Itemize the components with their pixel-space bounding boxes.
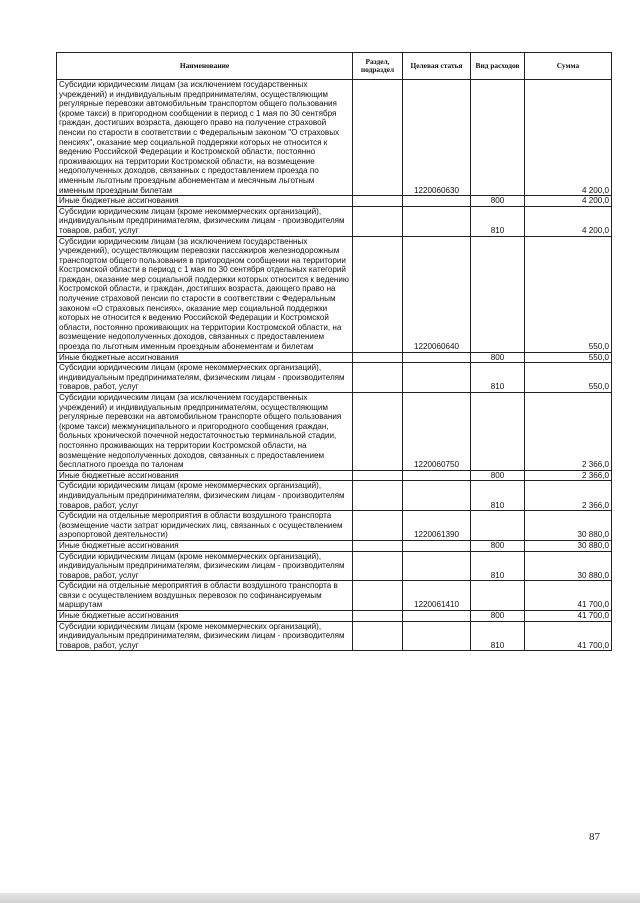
table-row (57, 206, 612, 236)
cell-section (353, 206, 403, 236)
table-row (57, 80, 612, 196)
table-row (57, 611, 612, 622)
header-name: Наименование (57, 53, 353, 80)
cell-name: Субсидии на отдельные мероприятия в области воздушного транспорта в связи с осуществлением воздушных перевозок по софинансируемым маршрутам (57, 581, 353, 611)
cell-name: Субсидии юридическим лицам (кроме некоммерческих организаций), индивидуальным предпринимателям, физическим лицам - производителям товаров, работ, услуг (57, 481, 353, 511)
table-header-row (57, 53, 612, 80)
table-row (57, 551, 612, 581)
cell-sum: 2 366,0 (525, 393, 612, 471)
cell-target (403, 621, 471, 651)
cell-section (353, 481, 403, 511)
cell-section (353, 611, 403, 622)
cell-name: Субсидии юридическим лицам (кроме некоммерческих организаций), индивидуальным предпринимателям, физическим лицам - производителям товаров, работ, услуг (57, 206, 353, 236)
cell-type (471, 80, 525, 196)
cell-sum: 4 200,0 (525, 196, 612, 207)
cell-section (353, 621, 403, 651)
cell-section (353, 363, 403, 393)
table-row (57, 393, 612, 471)
cell-name: Субсидии юридическим лицам (за исключением государственных учреждений) и индивидуальным предпринимателям, осуществляющим регулярные перевозки автомобильным транспортом общего пользования (кроме такси) в пригородном сообщении в период с 1 мая по 30 сентября граждан, достигших возраста, дающего право на получение страховой пенсии по старости в соответствии с Федеральным законом "О страховых пенсиях", оказание мер социальной поддержки которых не относится к ведению Российской Федерации и Костромской области, постоянно проживающих на территории Костромской области, на возмещение недополученных доходов, связанных с предоставлением проезда по именным льготным проездным абонементам и месячным льготным именным проездным билетам (57, 80, 353, 196)
cell-type: 810 (471, 621, 525, 651)
cell-name: Субсидии юридическим лицам (кроме некоммерческих организаций), индивидуальным предпринимателям, физическим лицам - производителям товаров, работ, услуг (57, 551, 353, 581)
cell-type: 800 (471, 540, 525, 551)
table-row (57, 581, 612, 611)
cell-section (353, 196, 403, 207)
table-row (57, 196, 612, 207)
cell-name: Иные бюджетные ассигнования (57, 540, 353, 551)
table-row (57, 621, 612, 651)
cell-target: 1220061390 (403, 511, 471, 541)
cell-sum: 550,0 (525, 352, 612, 363)
cell-name: Субсидии на отдельные мероприятия в области воздушного транспорта (возмещение части затрат юридических лиц, связанных с осуществлением аэропортовой деятельности) (57, 511, 353, 541)
scan-edge (0, 893, 640, 903)
cell-sum: 30 880,0 (525, 511, 612, 541)
cell-section (353, 540, 403, 551)
cell-type: 800 (471, 470, 525, 481)
cell-name: Иные бюджетные ассигнования (57, 470, 353, 481)
cell-target (403, 551, 471, 581)
page-number: 87 (589, 831, 600, 843)
cell-type (471, 581, 525, 611)
cell-name: Субсидии юридическим лицам (за исключением государственных учреждений) и индивидуальным предпринимателям, осуществляющим регулярные перевозки на автомобильном транспорте общего пользования (кроме такси) межмуниципального и пригородного сообщения граждан, больных хронической почечной недостаточностью терминальной стадии, постоянно проживающих на территории Костромской области, на возмещение недополученных доходов, связанных с предоставлением бесплатного проезда по талонам (57, 393, 353, 471)
cell-target (403, 611, 471, 622)
header-target: Целевая статья (403, 53, 471, 80)
cell-section (353, 352, 403, 363)
cell-type: 810 (471, 363, 525, 393)
cell-type: 810 (471, 551, 525, 581)
table-row (57, 352, 612, 363)
cell-target: 1220060640 (403, 236, 471, 352)
cell-target (403, 196, 471, 207)
cell-type: 800 (471, 611, 525, 622)
table-body (57, 80, 612, 651)
cell-sum: 550,0 (525, 236, 612, 352)
cell-type (471, 393, 525, 471)
cell-type: 810 (471, 481, 525, 511)
cell-target (403, 363, 471, 393)
cell-name: Иные бюджетные ассигнования (57, 611, 353, 622)
cell-type: 800 (471, 352, 525, 363)
cell-type: 810 (471, 206, 525, 236)
cell-section (353, 80, 403, 196)
table-row (57, 470, 612, 481)
cell-name: Субсидии юридическим лицам (за исключением государственных учреждений), осуществляющим перевозки пассажиров железнодорожным транспортом общего пользования в пригородном сообщении на территории Костромской области в период с 1 мая по 30 сентября отдельных категорий граждан, оказание мер социальной поддержки которых относится к ведению Костромской области, и граждан, достигших возраста, дающего право на получение страховой пенсии по старости в соответствии с Федеральным законом «О страховых пенсиях», оказание мер социальной поддержки которых не относится к ведению Российской Федерации и Костромской области, постоянно проживающих на территории Костромской области, на возмещение недополученных доходов, связанных с предоставлением проезда по льготным именным проездным абонементам и билетам (57, 236, 353, 352)
cell-target: 1220061410 (403, 581, 471, 611)
table-row (57, 511, 612, 541)
header-sum: Сумма (525, 53, 612, 80)
cell-type (471, 236, 525, 352)
cell-target (403, 470, 471, 481)
cell-target: 1220060630 (403, 80, 471, 196)
table-row (57, 363, 612, 393)
cell-sum: 41 700,0 (525, 621, 612, 651)
header-section: Раздел, подраздел (353, 53, 403, 80)
budget-table (56, 52, 612, 651)
cell-section (353, 551, 403, 581)
cell-target (403, 206, 471, 236)
cell-sum: 4 200,0 (525, 206, 612, 236)
cell-sum: 30 880,0 (525, 540, 612, 551)
cell-section (353, 581, 403, 611)
cell-sum: 41 700,0 (525, 581, 612, 611)
cell-section (353, 511, 403, 541)
table-row (57, 540, 612, 551)
cell-sum: 4 200,0 (525, 80, 612, 196)
table-row (57, 236, 612, 352)
table-row (57, 481, 612, 511)
cell-target (403, 352, 471, 363)
cell-name: Иные бюджетные ассигнования (57, 196, 353, 207)
cell-sum: 550,0 (525, 363, 612, 393)
cell-sum: 30 880,0 (525, 551, 612, 581)
cell-name: Иные бюджетные ассигнования (57, 352, 353, 363)
cell-type (471, 511, 525, 541)
cell-type: 800 (471, 196, 525, 207)
cell-sum: 2 366,0 (525, 481, 612, 511)
cell-target (403, 540, 471, 551)
cell-name: Субсидии юридическим лицам (кроме некоммерческих организаций), индивидуальным предпринимателям, физическим лицам - производителям товаров, работ, услуг (57, 621, 353, 651)
cell-target: 1220060750 (403, 393, 471, 471)
cell-sum: 2 366,0 (525, 470, 612, 481)
cell-section (353, 393, 403, 471)
cell-section (353, 236, 403, 352)
cell-target (403, 481, 471, 511)
cell-name: Субсидии юридическим лицам (кроме некоммерческих организаций), индивидуальным предпринимателям, физическим лицам - производителям товаров, работ, услуг (57, 363, 353, 393)
cell-section (353, 470, 403, 481)
cell-sum: 41 700,0 (525, 611, 612, 622)
header-type: Вид расходов (471, 53, 525, 80)
